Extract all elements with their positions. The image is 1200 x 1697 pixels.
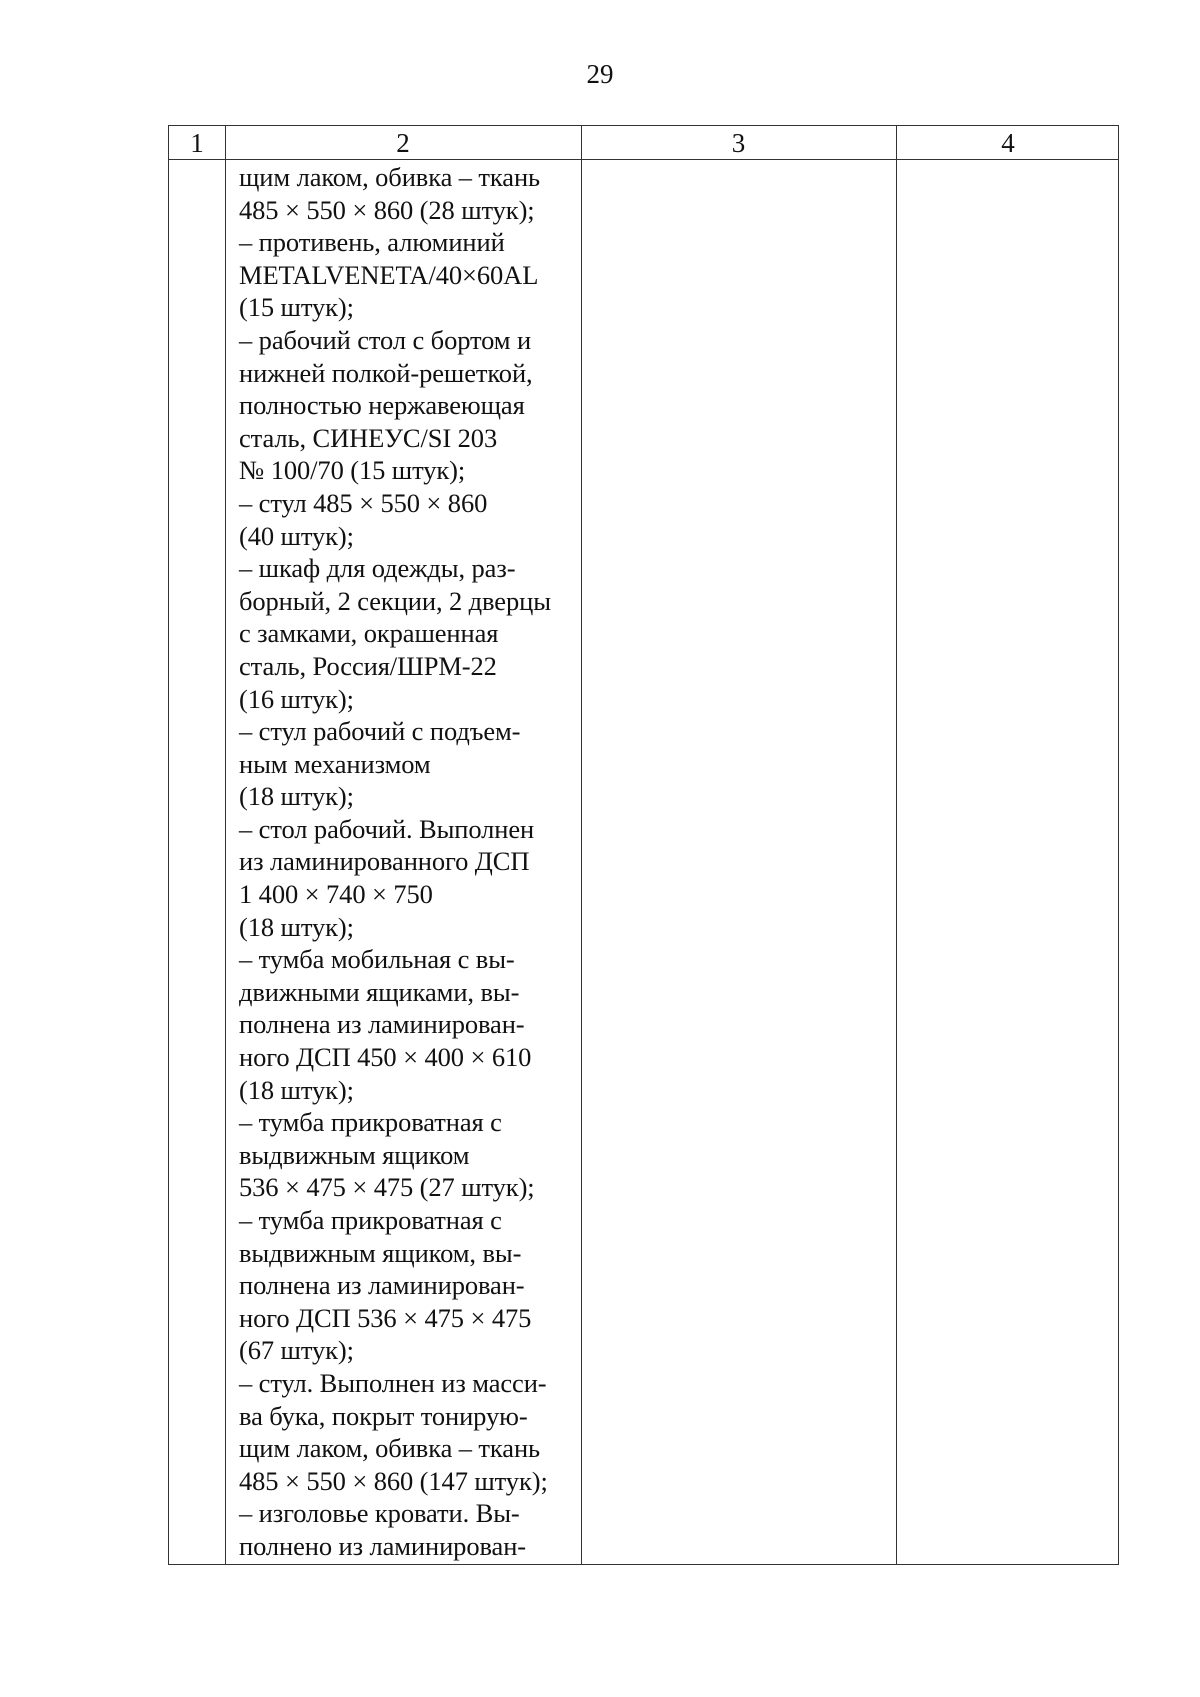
text-line: – тумба прикроватная с [239, 1107, 502, 1138]
header-cell-2: 2 [396, 128, 410, 158]
text-line: 1 400 × 740 × 750 [239, 879, 433, 910]
text-line: (18 штук); [239, 911, 354, 942]
text-line: – противень, алюминий [239, 227, 505, 258]
page-number: 29 [586, 59, 614, 89]
text-line: – рабочий стол с бортом и [239, 324, 532, 355]
text-line: щим лаком, обивка – ткань [239, 1433, 541, 1464]
text-line: сталь, Россия/ШРМ-22 [239, 650, 497, 681]
text-line: – тумба мобильная с вы- [239, 944, 515, 975]
column-divider-3 [896, 126, 897, 1564]
text-line: щим лаком, обивка – ткань [239, 162, 541, 192]
text-line: – шкаф для одежды, раз- [239, 553, 516, 584]
text-line: 536 × 475 × 475 (27 штук); [239, 1172, 535, 1203]
text-line: – стол рабочий. Выполнен [239, 813, 535, 844]
text-line: нижней полкой-решеткой, [239, 357, 533, 388]
text-line: (40 штук); [239, 520, 354, 551]
text-line: – стул рабочий с подъем- [239, 716, 521, 747]
header-cell-3: 3 [731, 128, 746, 158]
text-line: METALVENETA/40×60AL [239, 259, 539, 290]
text-line: 485 × 550 × 860 (28 штук); [239, 194, 535, 225]
text-line: (16 штук); [239, 683, 354, 714]
text-line: с замками, окрашенная [239, 618, 499, 649]
text-line: ного ДСП 536 × 475 × 475 [239, 1302, 532, 1333]
text-line: из ламинированного ДСП [239, 846, 530, 877]
text-line: № 100/70 (15 штук); [239, 455, 466, 486]
text-line: ного ДСП 450 × 400 × 610 [239, 1042, 532, 1073]
table-header-row [169, 126, 1118, 160]
text-line: полнена из ламинирован- [239, 1009, 525, 1040]
text-line: борный, 2 секции, 2 дверцы [239, 585, 551, 616]
text-line: движными ящиками, вы- [239, 976, 520, 1007]
text-line: – стул 485 × 550 × 860 [239, 487, 488, 518]
text-line: сталь, СИНЕУС/SI 203 [239, 422, 498, 453]
text-line: ным механизмом [239, 748, 431, 779]
text-line: – стул. Выполнен из масси- [239, 1367, 547, 1398]
text-line: (18 штук); [239, 1074, 354, 1105]
text-line: (18 штук); [239, 781, 354, 812]
column-2-cell-text [239, 160, 584, 1563]
text-line: полностью нержавеющая [239, 390, 525, 421]
header-cell-1: 1 [190, 128, 204, 158]
text-line: 485 × 550 × 860 (147 штук); [239, 1465, 548, 1496]
text-line: ва бука, покрыт тонирую- [239, 1400, 528, 1431]
text-line: (67 штук); [239, 1335, 354, 1366]
text-line: выдвижным ящиком, вы- [239, 1237, 522, 1268]
text-line: полнено из ламинирован- [239, 1530, 527, 1561]
header-cell-4: 4 [1001, 128, 1015, 158]
text-line: выдвижным ящиком [239, 1139, 470, 1170]
document-table [168, 125, 1119, 1565]
text-line: полнена из ламинирован- [239, 1270, 525, 1301]
text-line: – тумба прикроватная с [239, 1205, 502, 1235]
column-divider-1 [225, 126, 226, 1564]
text-line: – изголовье кровати. Вы- [239, 1498, 520, 1529]
text-line: (15 штук); [239, 292, 354, 323]
